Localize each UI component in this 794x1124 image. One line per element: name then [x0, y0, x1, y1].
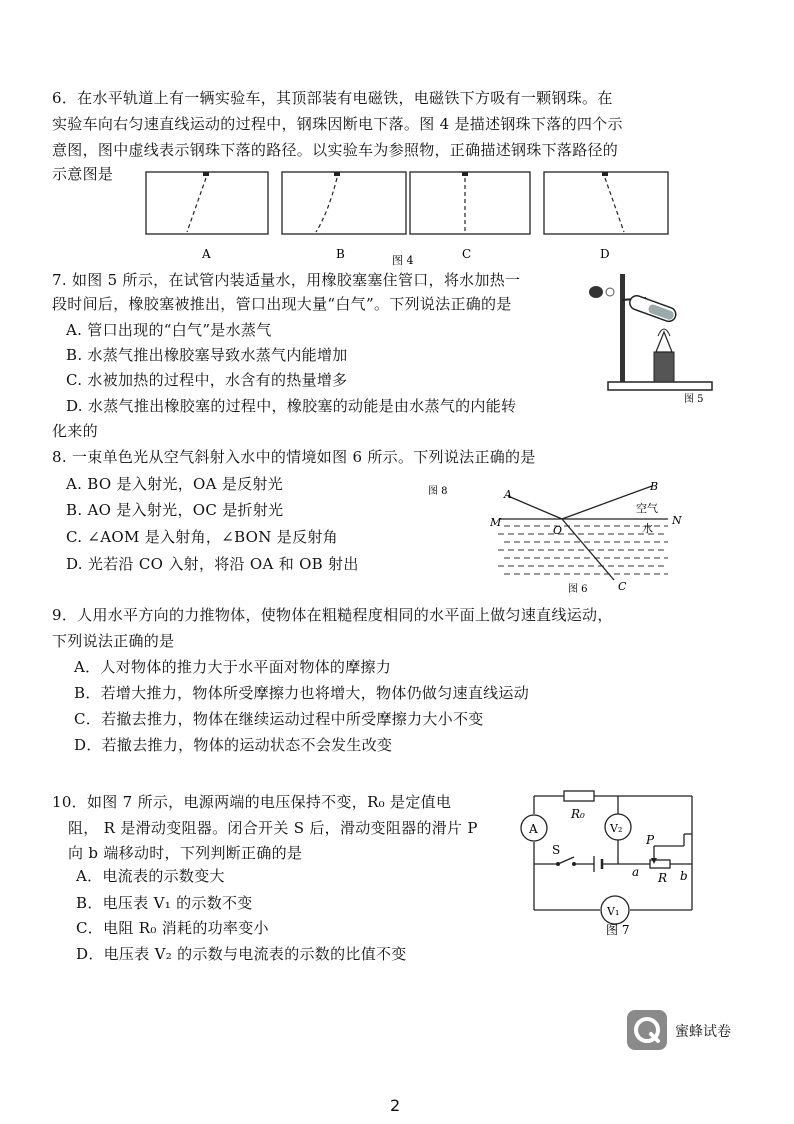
brand-logo-icon [627, 1010, 667, 1050]
q8-option-d: D. 光若沿 CO 入射，将沿 OA 和 OB 射出 [66, 555, 359, 573]
q10-option-b: B．电压表 V₁ 的示数不变 [76, 894, 253, 912]
figure-6-refraction-diagram [428, 476, 688, 600]
figure-4-option-a [146, 172, 268, 261]
q9-option-c: C．若撤去推力，物体在继续运动过程中所受摩擦力大小不变 [74, 710, 484, 728]
figure-5-test-tube-apparatus [588, 270, 718, 410]
q10-text-line-2: 阻， R 是滑动变阻器。闭合开关 S 后，滑动变阻器的滑片 P [68, 819, 478, 837]
page-number: 2 [390, 1096, 401, 1115]
q8-option-a: A. BO 是入射光，OA 是反射光 [66, 475, 284, 493]
q6-text-line-1: 6．在水平轨道上有一辆实验车，其顶部装有电磁铁，电磁铁下方吸有一颗钢珠。在 [52, 89, 613, 107]
figure-4-option-b [282, 172, 406, 261]
q6-text-line-3: 意图，图中虚线表示钢珠下落的路径。以实验车为参照物，正确描述钢珠下落路径的 [52, 141, 619, 159]
figure-4-caption: 图 4 [392, 254, 414, 267]
figure-7-label-ammeter: A [529, 822, 538, 836]
figure-6-label-n: N [672, 514, 682, 527]
figure-6-caption: 图 6 [568, 584, 588, 595]
figure-4-option-c [392, 172, 530, 267]
figure-6-tag: 图 8 [428, 486, 448, 497]
q7-option-b: B. 水蒸气推出橡胶塞导致水蒸气内能增加 [66, 346, 348, 364]
figure-7-label-r0: R₀ [571, 807, 585, 821]
q7-option-a: A. 管口出现的“白气”是水蒸气 [66, 321, 272, 339]
figure-7-label-switch: S [552, 843, 561, 857]
figure-6-label-c: C [618, 580, 627, 593]
q9-option-b: B．若增大推力，物体所受摩擦力也将增大，物体仍做匀速直线运动 [74, 684, 530, 702]
q8-option-b: B. AO 是入射光，OC 是折射光 [66, 501, 284, 519]
figure-7-label-v1: V₁ [607, 905, 620, 918]
q9-option-d: D．若撤去推力，物体的运动状态不会发生改变 [74, 736, 393, 754]
figure-6-label-m: M [490, 516, 502, 529]
figure-7-label-b-end: b [680, 869, 688, 883]
figure-4 [140, 168, 700, 268]
q6-text-line-2: 实验车向右匀速直线运动的过程中，钢珠因断电下落。图 4 是描述钢珠下落的四个示 [52, 115, 623, 133]
figure-6-label-b: B [650, 480, 659, 493]
brand-name: 蜜蜂试卷 [675, 1024, 731, 1040]
figure-6-label-a: A [504, 488, 512, 501]
figure-7-label-a-end: a [632, 865, 640, 879]
figure-7-circuit-diagram [514, 784, 714, 936]
q10-option-a: A．电流表的示数变大 [76, 867, 225, 885]
q6-text-line-4: 示意图是 [52, 165, 114, 183]
q9-text-line-1: 9．人用水平方向的力推物体，使物体在粗糙程度相同的水平面上做匀速直线运动， [52, 606, 613, 624]
q10-text-line-1: 10．如图 7 所示，电源两端的电压保持不变，R₀ 是定值电 [52, 793, 452, 811]
q9-text-line-2: 下列说法正确的是 [52, 632, 175, 650]
figure-7-label-p: P [646, 833, 655, 847]
figure-7-caption: 图 7 [606, 923, 630, 936]
q9-option-a: A．人对物体的推力大于水平面对物体的摩擦力 [74, 658, 392, 676]
q7-option-d-line-2: 化来的 [52, 422, 98, 440]
q8-text-line-1: 8. 一束单色光从空气斜射入水中的情境如图 6 所示。下列说法正确的是 [52, 448, 536, 466]
figure-4-label-c: C [462, 247, 472, 261]
figure-4-option-d [544, 172, 668, 261]
q7-option-c: C. 水被加热的过程中，水含有的热量增多 [66, 371, 348, 389]
q10-text-line-3: 向 b 端移动时，下列判断正确的是 [68, 844, 303, 862]
figure-6-label-o: O [553, 524, 563, 537]
figure-6-label-water: 水 [642, 522, 653, 535]
q8-option-c: C. ∠AOM 是入射角，∠BON 是反射角 [66, 528, 338, 546]
q7-option-d-line-1: D. 水蒸气推出橡胶塞的过程中，橡胶塞的动能是由水蒸气的内能转 [66, 397, 517, 415]
q10-option-c: C．电阻 R₀ 消耗的功率变小 [76, 919, 269, 937]
figure-6-label-air: 空气 [636, 502, 658, 515]
q7-text-line-2: 段时间后，橡胶塞被推出，管口出现大量“白气”。下列说法正确的是 [52, 295, 512, 313]
q7-text-line-1: 7. 如图 5 所示，在试管内装适量水，用橡胶塞塞住管口，将水加热一 [52, 271, 521, 289]
figure-4-label-a: A [202, 247, 211, 261]
figure-7-label-r: R [658, 871, 668, 885]
q10-option-d: D．电压表 V₂ 的示数与电流表的示数的比值不变 [76, 945, 407, 963]
figure-4-label-d: D [600, 247, 610, 261]
figure-4-label-b: B [336, 247, 345, 261]
figure-7-label-v2: V₂ [610, 822, 623, 835]
figure-5-caption: 图 5 [684, 394, 704, 405]
